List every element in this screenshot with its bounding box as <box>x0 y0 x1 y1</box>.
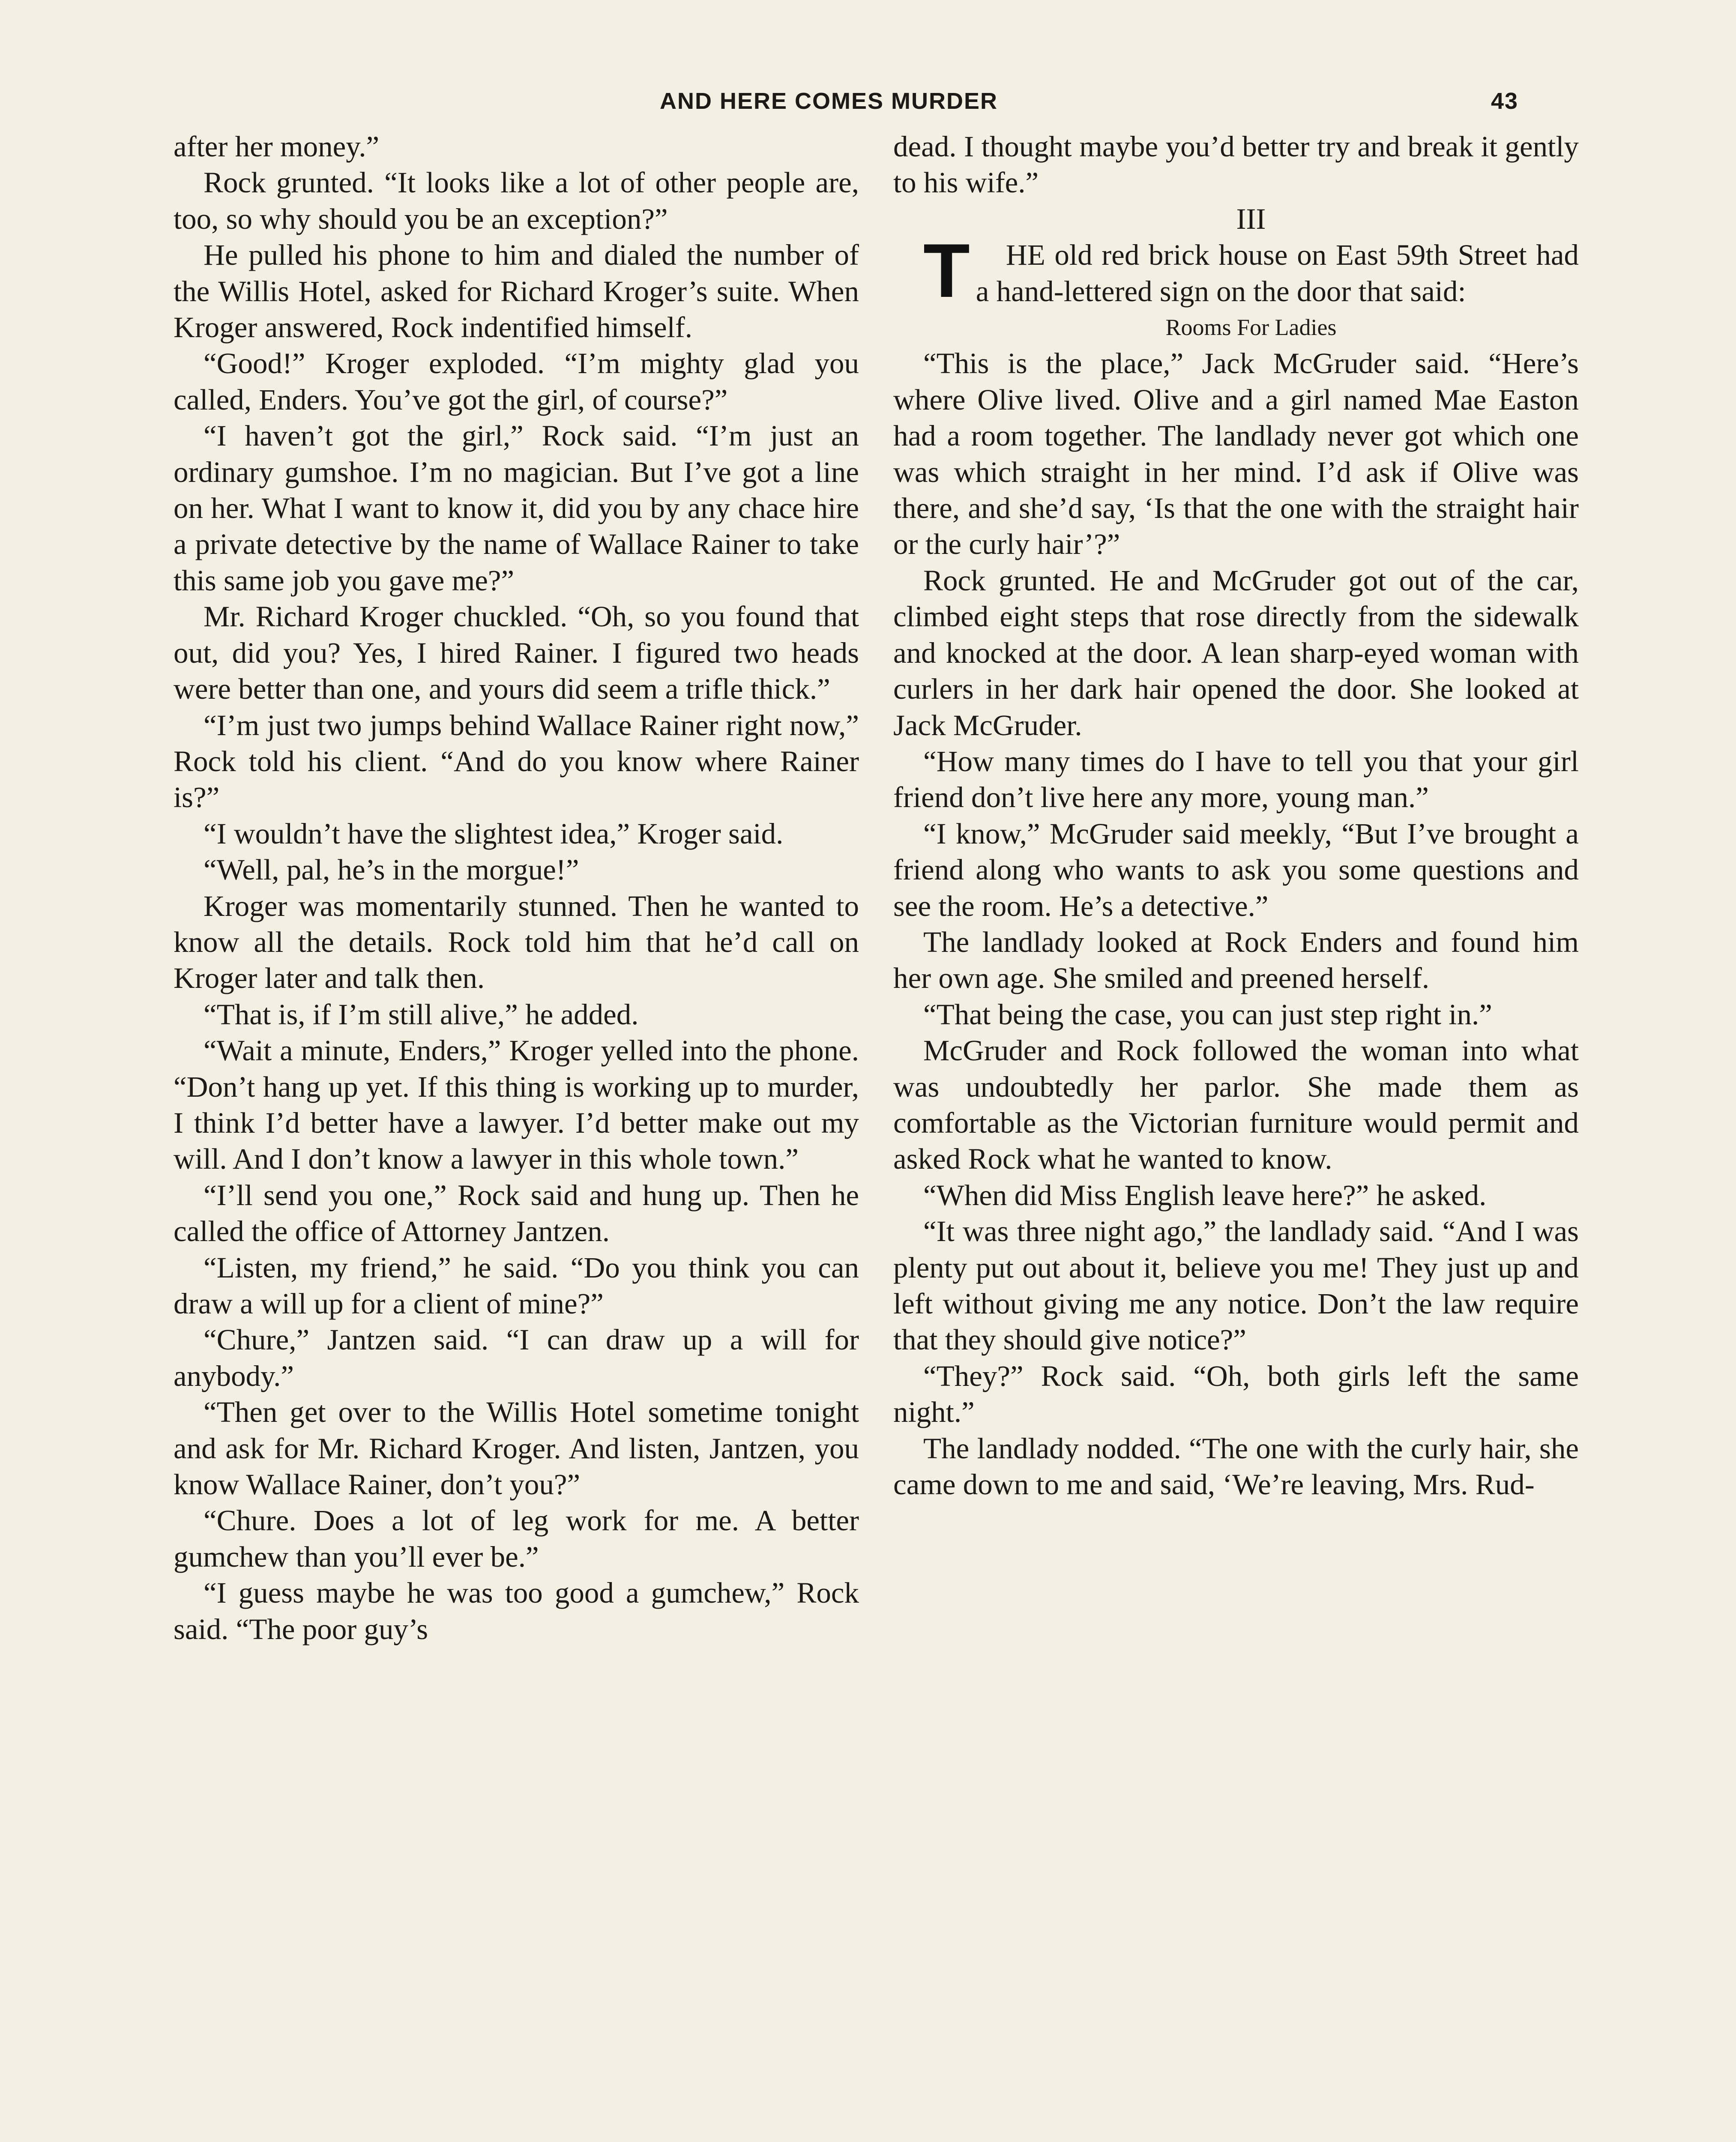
drop-cap: T <box>923 228 970 314</box>
opening-paragraph <box>893 228 1579 314</box>
section-number: III <box>1236 202 1266 235</box>
paragraph: “It was three night ago,” the landlady said. “And I was plenty put out about it, believe you me! They just up and left without giving me any notice. Don’t the law require that they should give notice?” <box>893 1215 1579 1356</box>
paragraph: “I wouldn’t have the slightest idea,” Kroger said. <box>204 817 784 850</box>
opening-paragraph-text: HE old red brick house on East 59th Street had a hand-lettered sign on the door that said: <box>976 239 1579 308</box>
paragraph: Rock grunted. He and McGruder got out of the car, climbed eight steps that rose directly from the sidewalk and knocked at the door. A lean sharp-eyed woman with curlers in her dark hair opened the door. She looked at Jack McGruder. <box>893 564 1579 742</box>
paragraph: Mr. Richard Kroger chuckled. “Oh, so you found that out, did you? Yes, I hired Rainer. I figured two heads were better than one, and yours did seem a trifle thick.” <box>174 600 859 706</box>
paragraph: He pulled his phone to him and dialed the number of the Willis Hotel, asked for Richard Kroger’s suite. When Kroger answered, Rock indentified himself. <box>174 239 859 344</box>
paragraph: “That is, if I’m still alive,” he added. <box>204 998 639 1031</box>
right-column <box>893 129 1579 1502</box>
door-sign-text: Rooms For Ladies <box>1165 314 1337 341</box>
page-number: 43 <box>1491 88 1519 114</box>
paragraph: “That being the case, you can just step right in.” <box>923 998 1492 1031</box>
paragraph: “Good!” Kroger exploded. “I’m mighty glad you called, Enders. You’ve got the girl, of course?” <box>174 347 859 416</box>
paragraph: The landlady looked at Rock Enders and found him her own age. She smiled and preened herself. <box>893 925 1579 995</box>
paragraph: dead. I thought maybe you’d better try and break it gently to his wife.” <box>893 130 1579 199</box>
paragraph: “I know,” McGruder said meekly, “But I’ve brought a friend along who wants to ask you some questions and see the room. He’s a detective.” <box>893 817 1579 922</box>
paragraph: “I guess maybe he was too good a gumchew,” Rock said. “The poor guy’s <box>174 1577 859 1645</box>
paragraph: “When did Miss English leave here?” he asked. <box>923 1179 1487 1212</box>
running-head <box>0 88 1736 118</box>
paragraph: “This is the place,” Jack McGruder said. “Here’s where Olive lived. Olive and a girl named Mae Easton had a room together. The landlady never got which one was which straight in her mind. I’d ask if Olive was there, and she’d say, ‘Is that the one with the straight hair or the curly hair’?” <box>893 347 1579 561</box>
paragraph: “Listen, my friend,” he said. “Do you think you can draw a will up for a client of mine?” <box>174 1251 859 1320</box>
paragraph: “Well, pal, he’s in the morgue!” <box>204 853 579 886</box>
paragraph: “Chure,” Jantzen said. “I can draw up a will for anybody.” <box>174 1323 859 1392</box>
paragraph: “Wait a minute, Enders,” Kroger yelled into the phone. “Don’t hang up yet. If this thing is working up to murder, I think I’d better have a lawyer. I’d better make out my will. And I don’t know a lawyer in this whole town.” <box>174 1034 859 1176</box>
paragraph: “How many times do I have to tell you that your girl friend don’t live here any more, young man.” <box>893 745 1579 814</box>
paragraph: after her money.” <box>174 130 380 163</box>
paragraph: The landlady nodded. “The one with the curly hair, she came down to me and said, ‘We’re leaving, Mrs. Rud- <box>893 1432 1579 1501</box>
paragraph: “They?” Rock said. “Oh, both girls left the same night.” <box>893 1359 1579 1429</box>
paragraph: Kroger was momentarily stunned. Then he wanted to know all the details. Rock told him that he’d call on Kroger later and talk then. <box>174 889 859 995</box>
story-title: AND HERE COMES MURDER <box>660 88 998 114</box>
paragraph: McGruder and Rock followed the woman into what was undoubtedly her parlor. She made them as comfortable as the Victorian furniture would permit and asked Rock what he wanted to know. <box>893 1034 1579 1176</box>
paragraph: “Then get over to the Willis Hotel sometime tonight and ask for Mr. Richard Kroger. And listen, Jantzen, you know Wallace Rainer, don’t you?” <box>174 1396 859 1501</box>
paragraph: “I haven’t got the girl,” Rock said. “I’m just an ordinary gumshoe. I’m no magician. But I’ve got a line on her. What I want to know it, did you by any chace hire a private detective by the name of Wallace Rainer to take this same job you gave me?” <box>174 419 859 597</box>
paragraph: Rock grunted. “It looks like a lot of other people are, too, so why should you be an exception?” <box>174 166 859 235</box>
paragraph: “I’m just two jumps behind Wallace Rainer right now,” Rock told his client. “And do you know where Rainer is?” <box>174 709 859 814</box>
paragraph: “I’ll send you one,” Rock said and hung up. Then he called the office of Attorney Jantzen. <box>174 1179 859 1248</box>
left-column <box>174 129 859 1647</box>
paragraph: “Chure. Does a lot of leg work for me. A better gumchew than you’ll ever be.” <box>174 1504 859 1573</box>
